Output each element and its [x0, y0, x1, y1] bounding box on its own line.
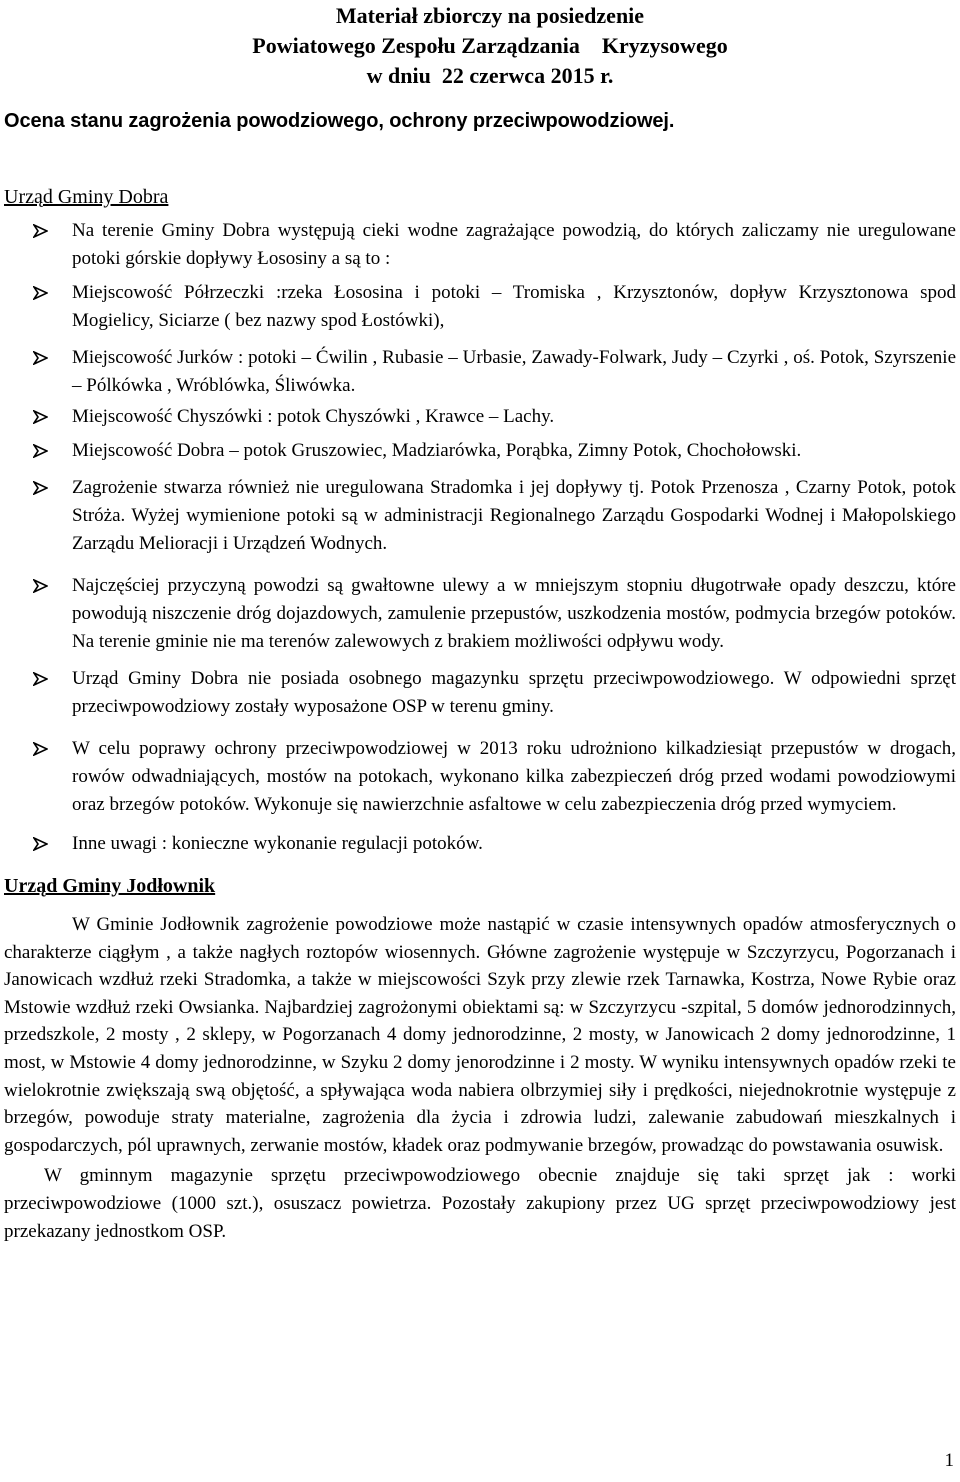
section-heading-jodlownik: Urząd Gminy Jodłownik: [4, 875, 216, 897]
arrow-bullet-icon: [33, 481, 48, 495]
title-line-2: Powiatowego Zespołu Zarządzania Kryzysowego: [252, 33, 728, 58]
title-line-3: w dniu 22 czerwca 2015 r.: [366, 63, 614, 88]
arrow-bullet-icon: [33, 837, 48, 851]
arrow-bullet-icon: [33, 410, 48, 424]
arrow-bullet-icon: [33, 742, 48, 756]
list-item: [4, 665, 956, 721]
arrow-bullet-icon: [33, 444, 48, 458]
list-item-text: W celu poprawy ochrony przeciwpowodziowej w 2013 roku udrożniono kilkadziesiąt przepustów w drogach, rowów odwadniających, mostów na potokach, wykonano kilka zabezpieczeń dróg przed wodami powodziowymi oraz brzegów potoków. Wykonuje się nawierzchnie asfaltowe w celu zabezpieczenia dróg przed wymyciem.: [72, 738, 956, 815]
list-item: [4, 572, 956, 656]
list-item-text: Zagrożenie stwarza również nie uregulowana Stradomka i jej dopływy tj. Potok Przenosza , Czarny Potok, potok Stróża. Wyżej wymienione potoki są w administracji Regionalnego Zarządu Gospodarki Wodnej i Małopolskiego Zarządu Melioracji i Urządzeń Wodnych.: [72, 477, 956, 554]
subject-heading: Ocena stanu zagrożenia powodziowego, ochrony przeciwpowodziowej.: [4, 110, 675, 132]
list-item: [4, 830, 956, 858]
document-title: [4, 1, 956, 91]
arrow-bullet-icon: [33, 672, 48, 686]
list-item: [4, 279, 956, 335]
list-item-text: Najczęściej przyczyną powodzi są gwałtowne ulewy a w mniejszym stopniu długotrwałe opady deszczu, które powodują niszczenie dróg dojazdowych, zamulenie przepustów, uszkodzenia mostów, podmycia brzegów potoków. Na terenie gminie nie ma terenów zalewowych z brakiem możliwości odpływu wody.: [72, 575, 956, 652]
arrow-bullet-icon: [33, 351, 48, 365]
list-item-text: Miejscowość Chyszówki : potok Chyszówki , Krawce – Lachy.: [72, 406, 555, 427]
paragraph-jodlownik-threats: W Gminie Jodłownik zagrożenie powodziowe może nastąpić w czasie intensywnych opadów atmosferycznych o charakterze ciągłym , a także nagłych roztopów wiosennych. Główne zagrożenie występuje w Szczyrzycu, Pogorzanach i Janowicach wzdłuż rzeki Stradomka, a także w miejscowości Szyk przy zlewie rzek Tarnawka, Kostrza, Nowe Rybie oraz Mstowie wzdłuż rzeki Owsianka. Najbardziej zagrożonymi obiektami są: w Szczyrzycu -szpital, 5 domów jednorodzinnych, przedszkole, 2 mosty , 2 sklepy, w Pogorzanach 4 domy jednorodzinne, 2 mosty, w Janowicach 2 domy jednorodzinne, 1 most, w Mstowie 4 domy jednorodzinne, w Szyku 2 domy jenorodzinne i 2 mosty. W wyniku intensywnych opadów rzeki te wielokrotnie zwiększają swą objętość, a spływająca woda nabiera olbrzymiej siły i prędkości, niejednokrotnie występuje z brzegów, powoduje straty materialne, zagrożenia dla życia i zdrowia ludzi, zalewanie zabudowań mieszkalnych i gospodarczych, pól uprawnych, zerwanie mostów, kładek oraz podmywanie brzegów, prowadząc do powstawania osuwisk.: [4, 914, 956, 1156]
title-line-1: Materiał zbiorczy na posiedzenie: [335, 3, 645, 28]
list-item-text: Miejscowość Jurków : potoki – Ćwilin , Rubasie – Urbasie, Zawady-Folwark, Judy – Czyrki , oś. Potok, Szyrszenie – Pólkówka , Wróblówka, Śliwówka.: [72, 347, 956, 396]
paragraph-jodlownik-equipment: W gminnym magazynie sprzętu przeciwpowodziowego obecnie znajduje się taki sprzęt jak : worki przeciwpowodziowe (1000 szt.), osuszacz powietrza. Pozostały zakupiony przez UG sprzęt przeciwpowodziowy jest przekazany jednostkom OSP.: [4, 1165, 956, 1242]
list-item-text: Miejscowość Półrzeczki :rzeka Łososina i potoki – Tromiska , Krzysztonów, dopływ Krzysztonowa spod Mogielicy, Siciarze ( bez nazwy spod Łostówki),: [72, 282, 956, 331]
list-item: [4, 437, 956, 465]
list-item: [4, 344, 956, 400]
list-item: [4, 403, 956, 431]
list-item-text: Miejscowość Dobra – potok Gruszowiec, Madziarówka, Porąbka, Zimny Potok, Chochołowski.: [72, 440, 802, 461]
arrow-bullet-icon: [33, 579, 48, 593]
bullet-list-dobra: [4, 217, 956, 858]
list-item: [4, 735, 956, 819]
list-item-text: Na terenie Gminy Dobra występują cieki wodne zagrażające powodzią, do których zaliczamy nie uregulowane potoki górskie dopływy Łososiny a są to :: [72, 220, 956, 269]
document-page: [4, 0, 956, 1245]
list-item: [4, 217, 956, 273]
list-item-text: Urząd Gminy Dobra nie posiada osobnego magazynku sprzętu przeciwpowodziowego. W odpowiedni sprzęt przeciwpowodziowy zostały wyposażone OSP w terenu gminy.: [72, 668, 956, 717]
list-item: [4, 474, 956, 558]
page-number: 1: [944, 1450, 954, 1471]
section-heading-dobra: Urząd Gminy Dobra: [4, 186, 169, 208]
list-item-text: Inne uwagi : konieczne wykonanie regulacji potoków.: [72, 833, 483, 854]
arrow-bullet-icon: [33, 286, 48, 300]
arrow-bullet-icon: [33, 224, 48, 238]
